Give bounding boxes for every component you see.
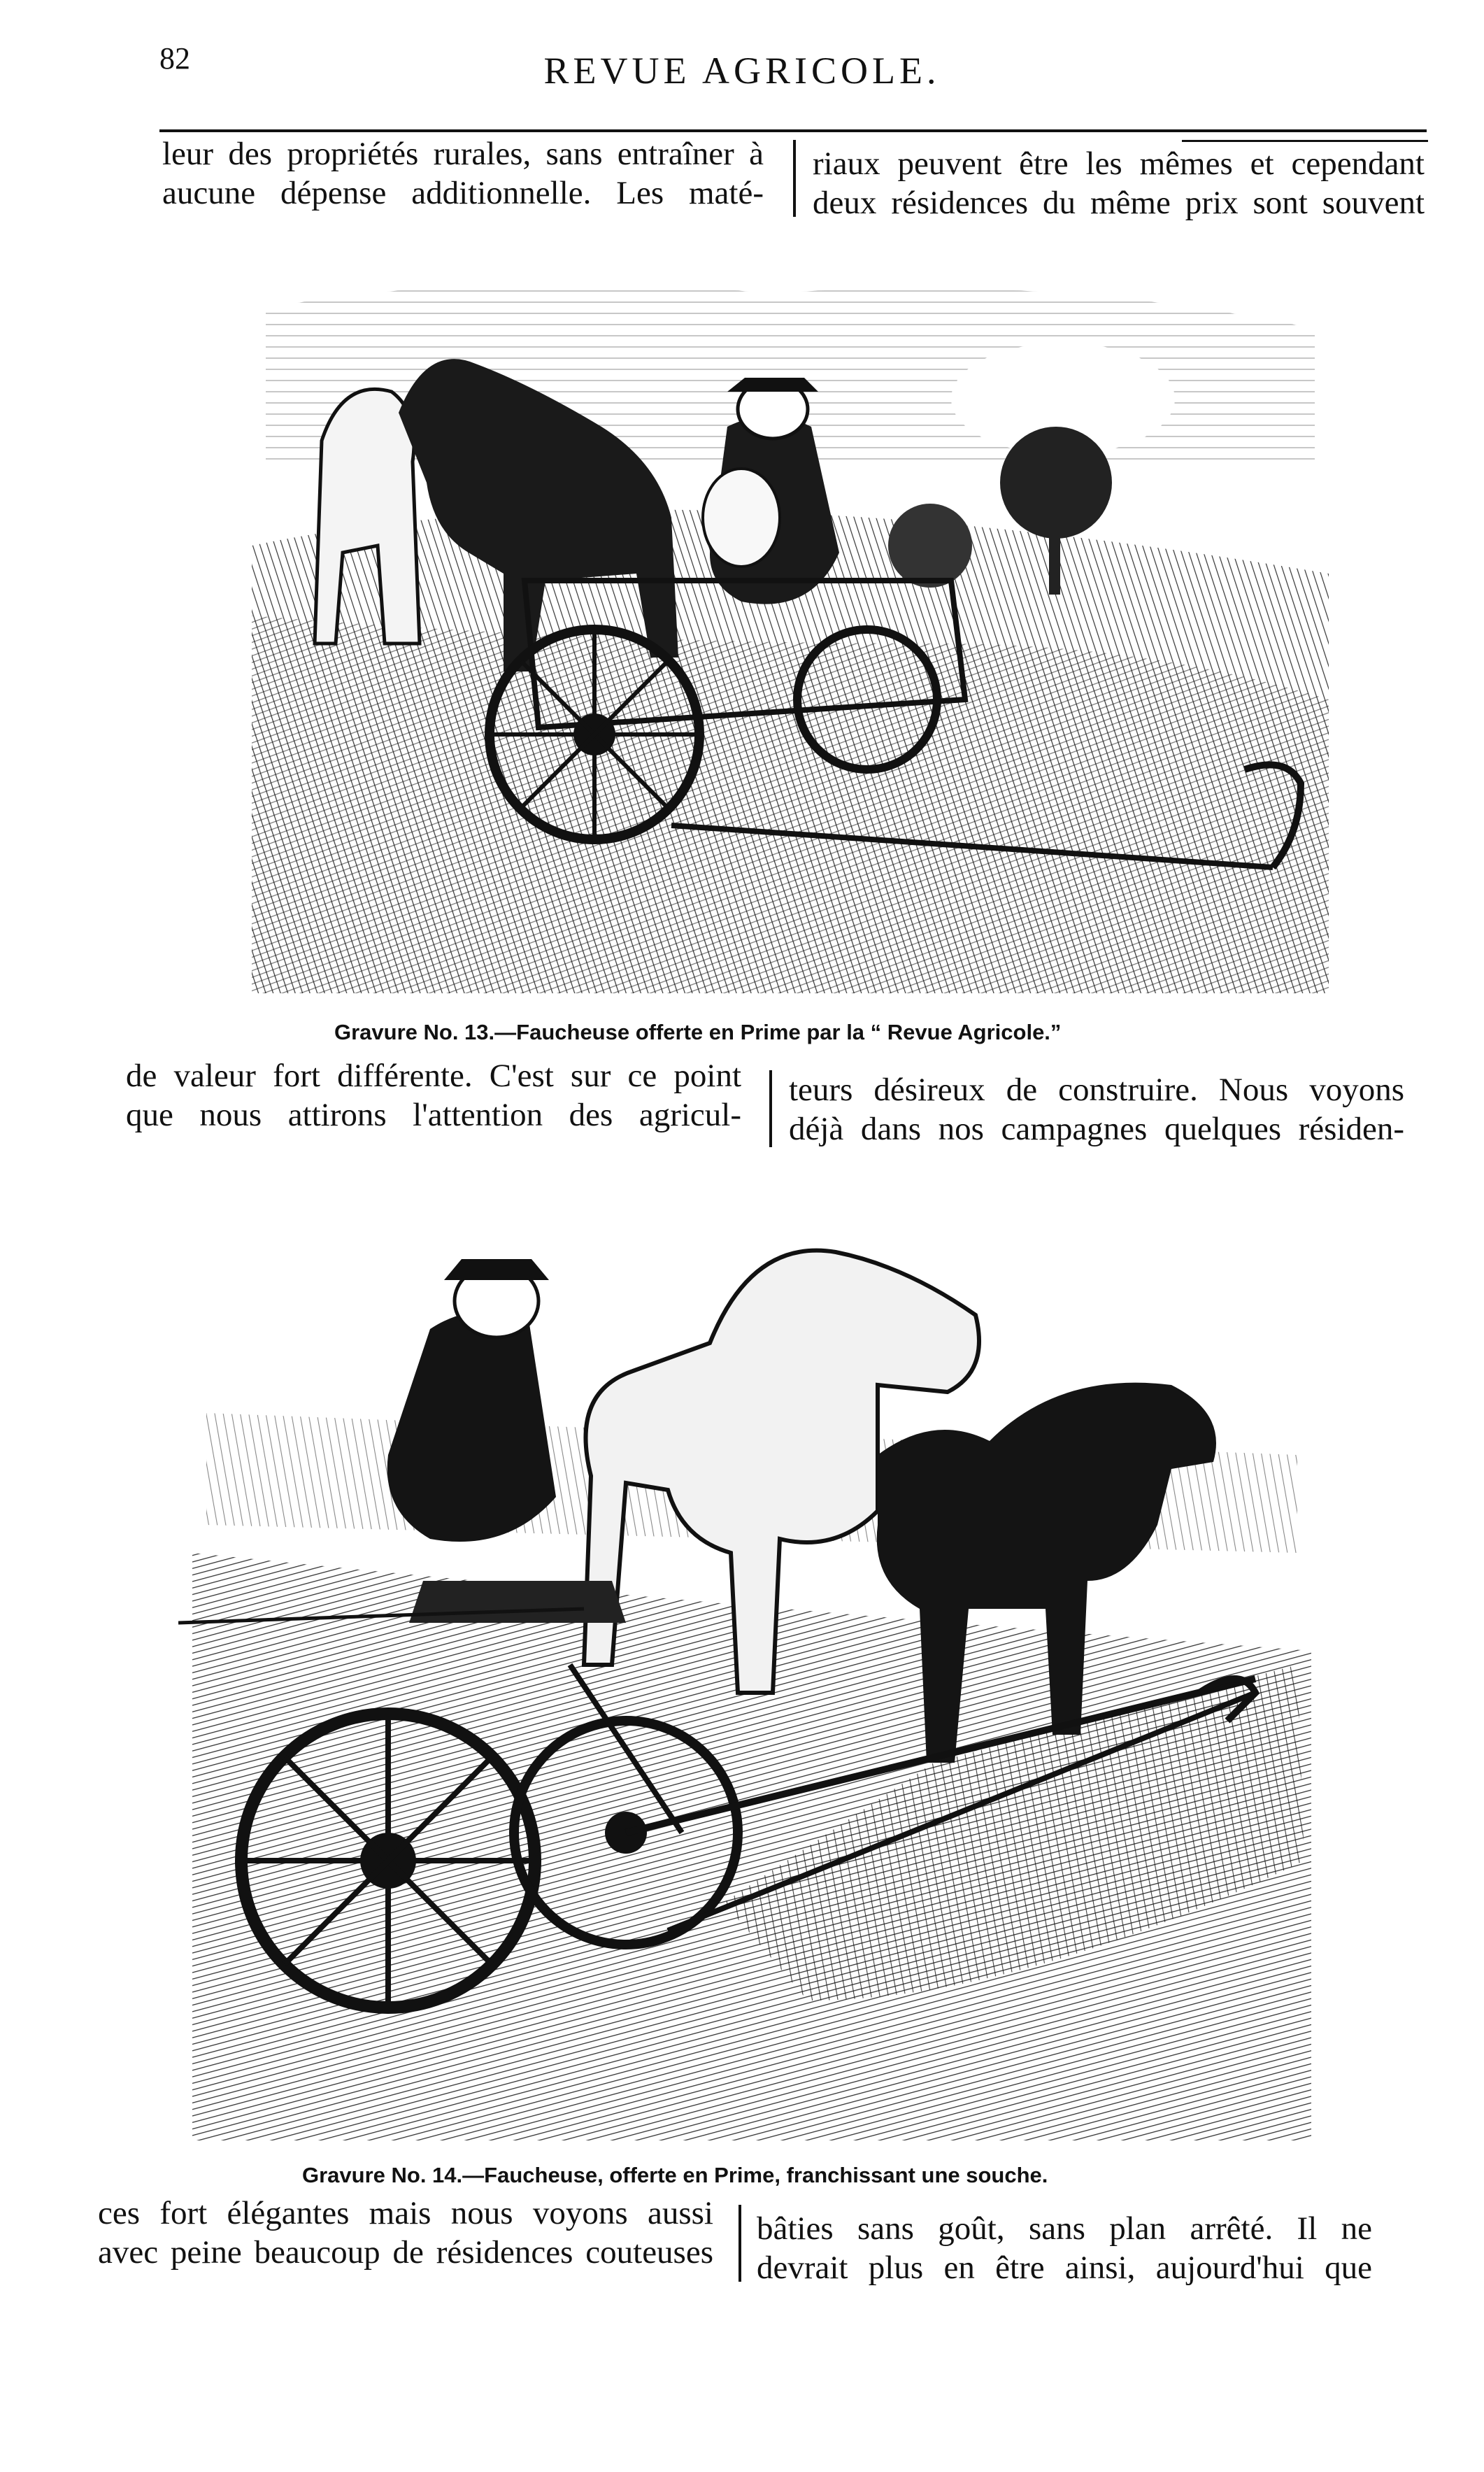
figure-14-caption: Gravure No. 14.—Faucheuse, offerte en Prime, franchissant une souche.: [302, 2163, 1048, 2187]
header-rule-second: [1182, 140, 1428, 142]
block1-left-line-1: leur des propriétés rurales, sans entraîner à: [162, 136, 764, 172]
block3-right-line-2: devrait plus en être ainsi, aujourd'hui que: [757, 2250, 1372, 2286]
figure-13-caption: Gravure No. 13.—Faucheuse offerte en Prime par la “ Revue Agricole.”: [334, 1020, 1062, 1044]
block2-right-line-2: déjà dans nos campagnes quelques résiden-: [789, 1111, 1404, 1147]
block1-right-line-1: riaux peuvent être les mêmes et cependant: [813, 145, 1425, 182]
block2-right-line-1: teurs désireux de construire. Nous voyons: [789, 1072, 1404, 1108]
block2-left-line-1: de valeur fort différente. C'est sur ce point: [126, 1058, 741, 1094]
block3-left-line-2: avec peine beaucoup de résidences couteuses: [98, 2234, 713, 2271]
block3-right-line-1: bâties sans goût, sans plan arrêté. Il ne: [757, 2210, 1372, 2247]
block2-left-line-2: que nous attirons l'attention des agricul-: [126, 1097, 741, 1133]
mower-engraving-figure-13: [238, 252, 1343, 1007]
mower-engraving-figure-14: [178, 1161, 1325, 2154]
header-rule: [159, 129, 1427, 132]
block1-left-line-2: aucune dépense additionnelle. Les maté-: [162, 175, 764, 211]
page-number: 82: [159, 41, 190, 76]
running-title: REVUE AGRICOLE.: [543, 50, 941, 92]
block2-column-separator: [769, 1070, 772, 1147]
block1-right-line-2: deux résidences du même prix sont souvent: [813, 185, 1425, 221]
block3-left-line-1: ces fort élégantes mais nous voyons aussi: [98, 2195, 713, 2231]
block3-column-separator: [739, 2205, 741, 2282]
block1-column-separator: [793, 140, 796, 217]
